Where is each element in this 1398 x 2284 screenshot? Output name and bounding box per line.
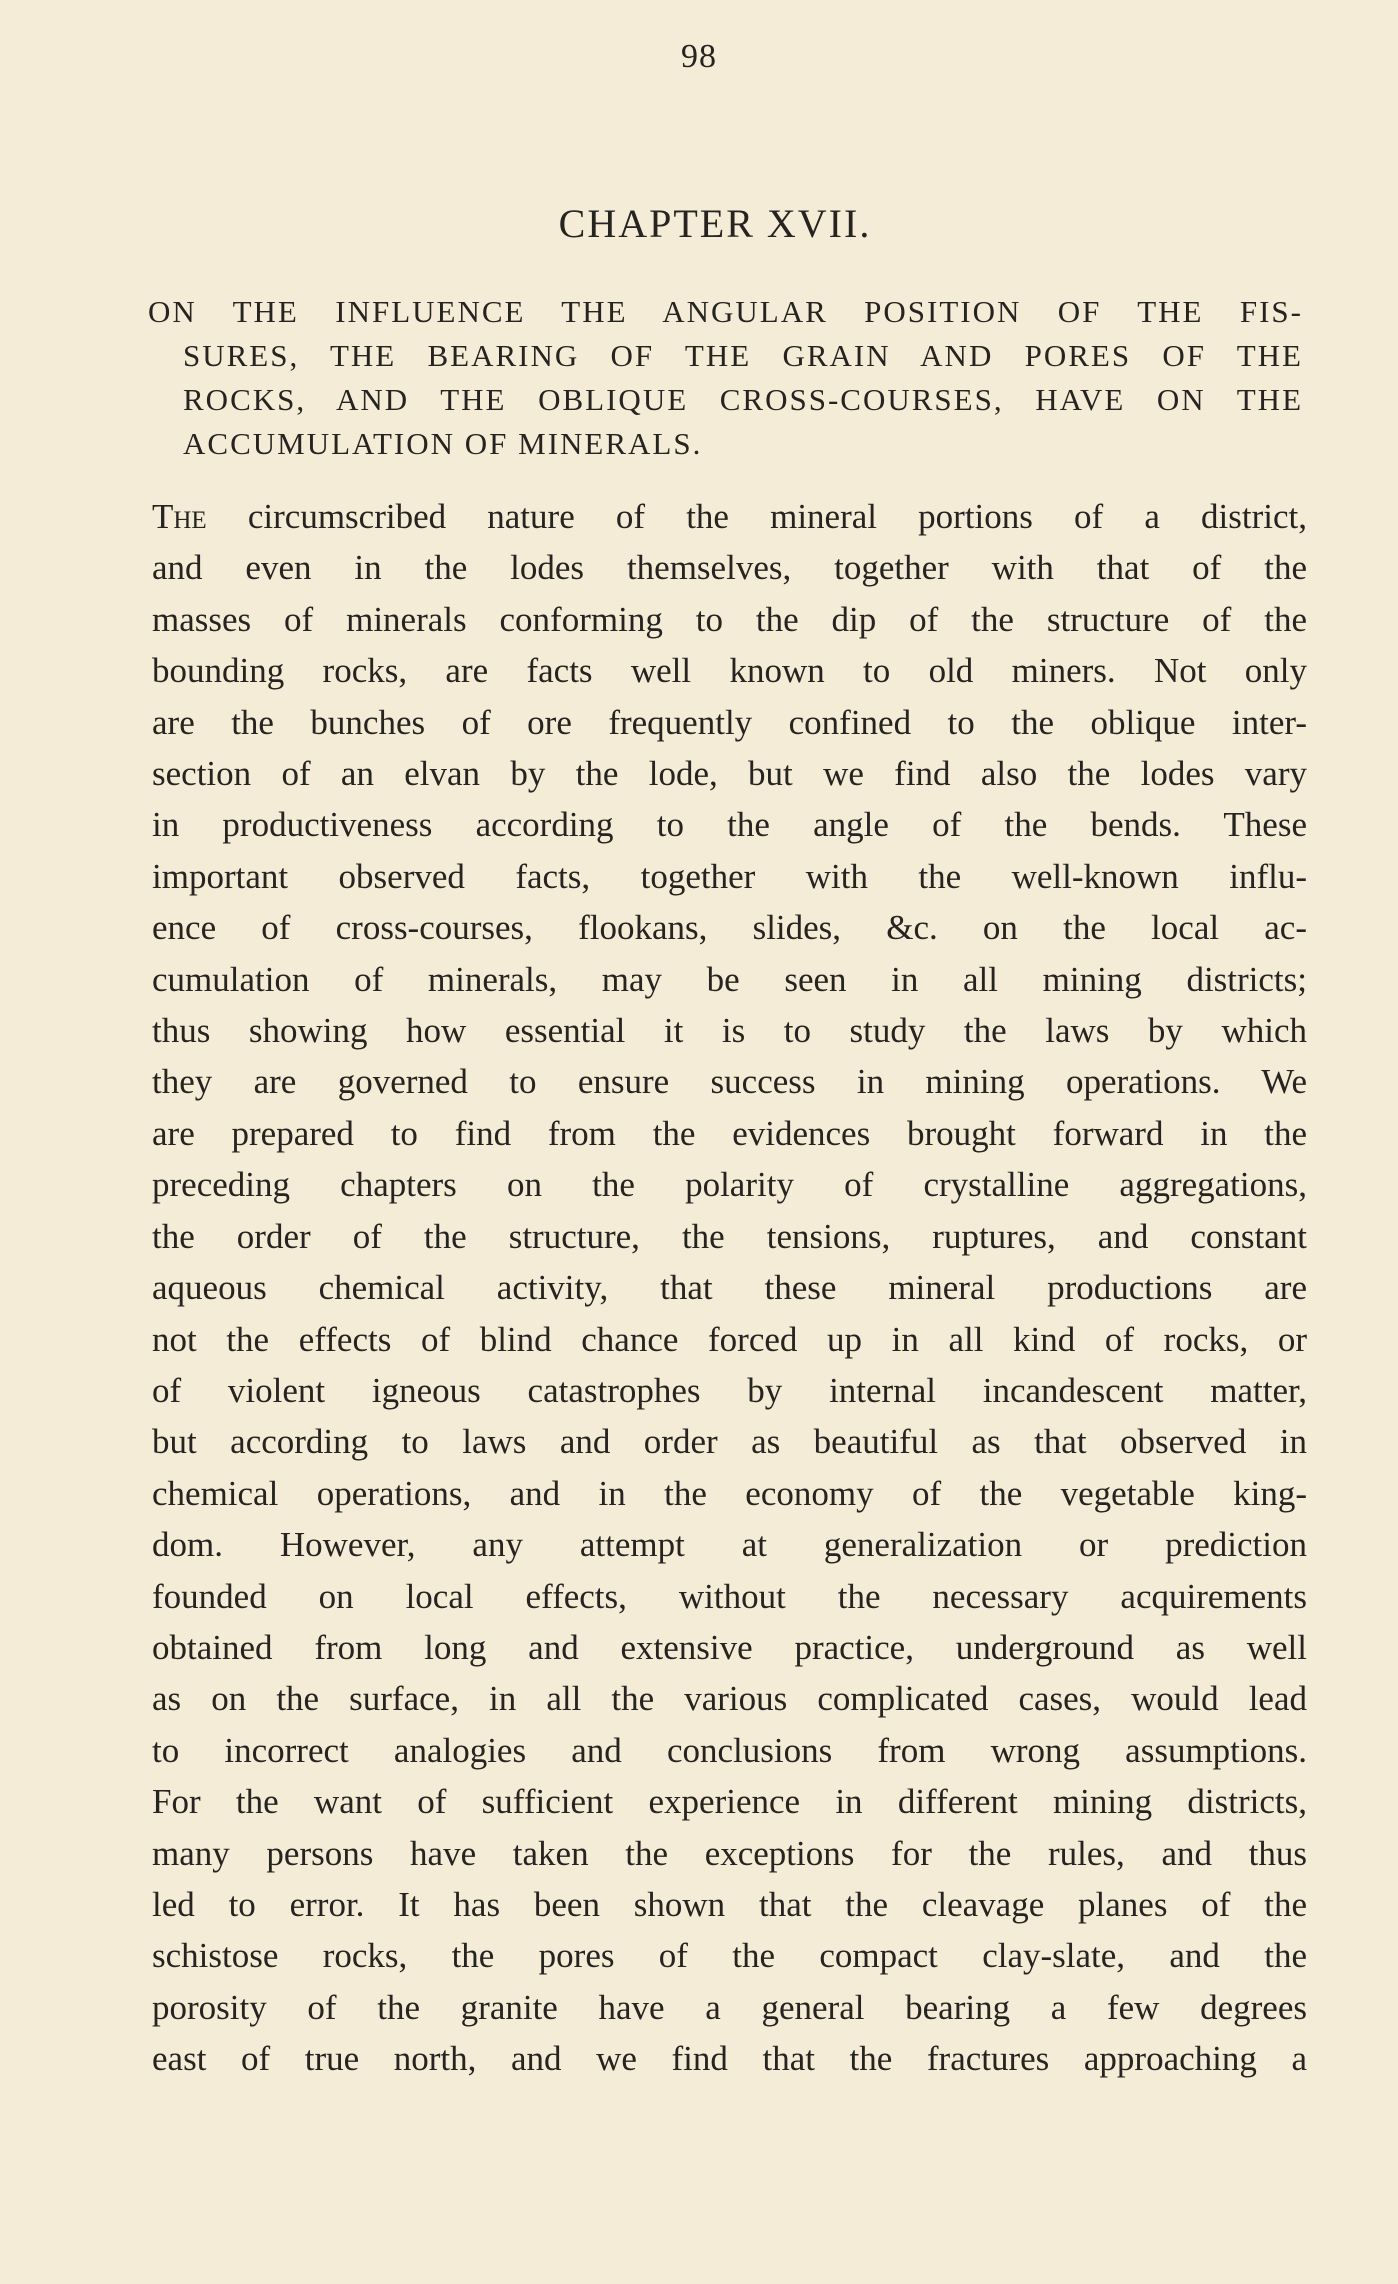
chapter-subtitle-line: ACCUMULATION OF MINERALS. — [183, 426, 703, 461]
body-line: are the bunches of ore frequently confined to the oblique inter- — [152, 702, 1307, 742]
body-line: east of true north, and we find that the fractures approaching a — [152, 2039, 1307, 2079]
body-paragraph — [152, 491, 1307, 2085]
body-line: in productiveness according to the angle of the bends. These — [152, 805, 1307, 845]
body-line: preceding chapters on the polarity of crystalline aggregations, — [152, 1165, 1307, 1205]
body-line: are prepared to find from the evidences brought forward in the — [152, 1113, 1307, 1153]
body-line: porosity of the granite have a general bearing a few degrees — [152, 1987, 1307, 2027]
body-line: chemical operations, and in the economy of the vegetable king- — [152, 1473, 1307, 1513]
body-line: obtained from long and extensive practice, underground as well — [152, 1627, 1307, 1667]
body-line: bounding rocks, are facts well known to old miners. Not only — [152, 651, 1307, 691]
body-line: schistose rocks, the pores of the compact clay-slate, and the — [152, 1936, 1307, 1976]
body-line: to incorrect analogies and conclusions from wrong assumptions. — [152, 1730, 1307, 1770]
body-line: ence of cross-courses, flookans, slides, &c. on the local ac- — [152, 908, 1307, 948]
body-line: as on the surface, in all the various complicated cases, would lead — [152, 1679, 1307, 1719]
body-line: but according to laws and order as beautiful as that observed in — [152, 1422, 1307, 1462]
body-line: founded on local effects, without the necessary acquirements — [152, 1576, 1307, 1616]
body-line: For the want of sufficient experience in different mining districts, — [152, 1782, 1307, 1822]
body-line-first — [152, 491, 1307, 542]
body-line: many persons have taken the exceptions for the rules, and thus — [152, 1833, 1307, 1873]
body-line: masses of minerals conforming to the dip of the structure of the — [152, 599, 1307, 639]
body-line: of violent igneous catastrophes by internal incandescent matter, — [152, 1370, 1307, 1410]
body-line: and even in the lodes themselves, together with that of the — [152, 548, 1307, 588]
body-line: important observed facts, together with the well-known influ- — [152, 856, 1307, 896]
chapter-subtitle — [148, 290, 1303, 466]
chapter-subtitle-line: ROCKS, AND THE OBLIQUE CROSS-COURSES, HAVE ON THE — [183, 382, 1303, 417]
body-line: they are governed to ensure success in mining operations. We — [152, 1062, 1307, 1102]
body-line: not the effects of blind chance forced up in all kind of rocks, or — [152, 1319, 1307, 1359]
body-line: section of an elvan by the lode, but we find also the lodes vary — [152, 754, 1307, 794]
body-line: dom. However, any attempt at generalization or prediction — [152, 1525, 1307, 1565]
body-line: the order of the structure, the tensions, ruptures, and constant — [152, 1216, 1307, 1256]
chapter-subtitle-line: ON THE INFLUENCE THE ANGULAR POSITION OF THE FIS- — [148, 294, 1303, 329]
chapter-title: CHAPTER XVII. — [558, 201, 872, 246]
body-line: cumulation of minerals, may be seen in all mining districts; — [152, 959, 1307, 999]
body-line: aqueous chemical activity, that these mineral productions are — [152, 1268, 1307, 1308]
page-number: 98 — [681, 38, 717, 75]
body-line: led to error. It has been shown that the cleavage planes of the — [152, 1884, 1307, 1924]
body-first-word: The — [152, 497, 207, 536]
body-line-text: circumscribed nature of the mineral portions of a district, — [247, 497, 1307, 536]
body-line: thus showing how essential it is to study the laws by which — [152, 1011, 1307, 1051]
chapter-subtitle-line: SURES, THE BEARING OF THE GRAIN AND PORES OF THE — [183, 338, 1303, 373]
